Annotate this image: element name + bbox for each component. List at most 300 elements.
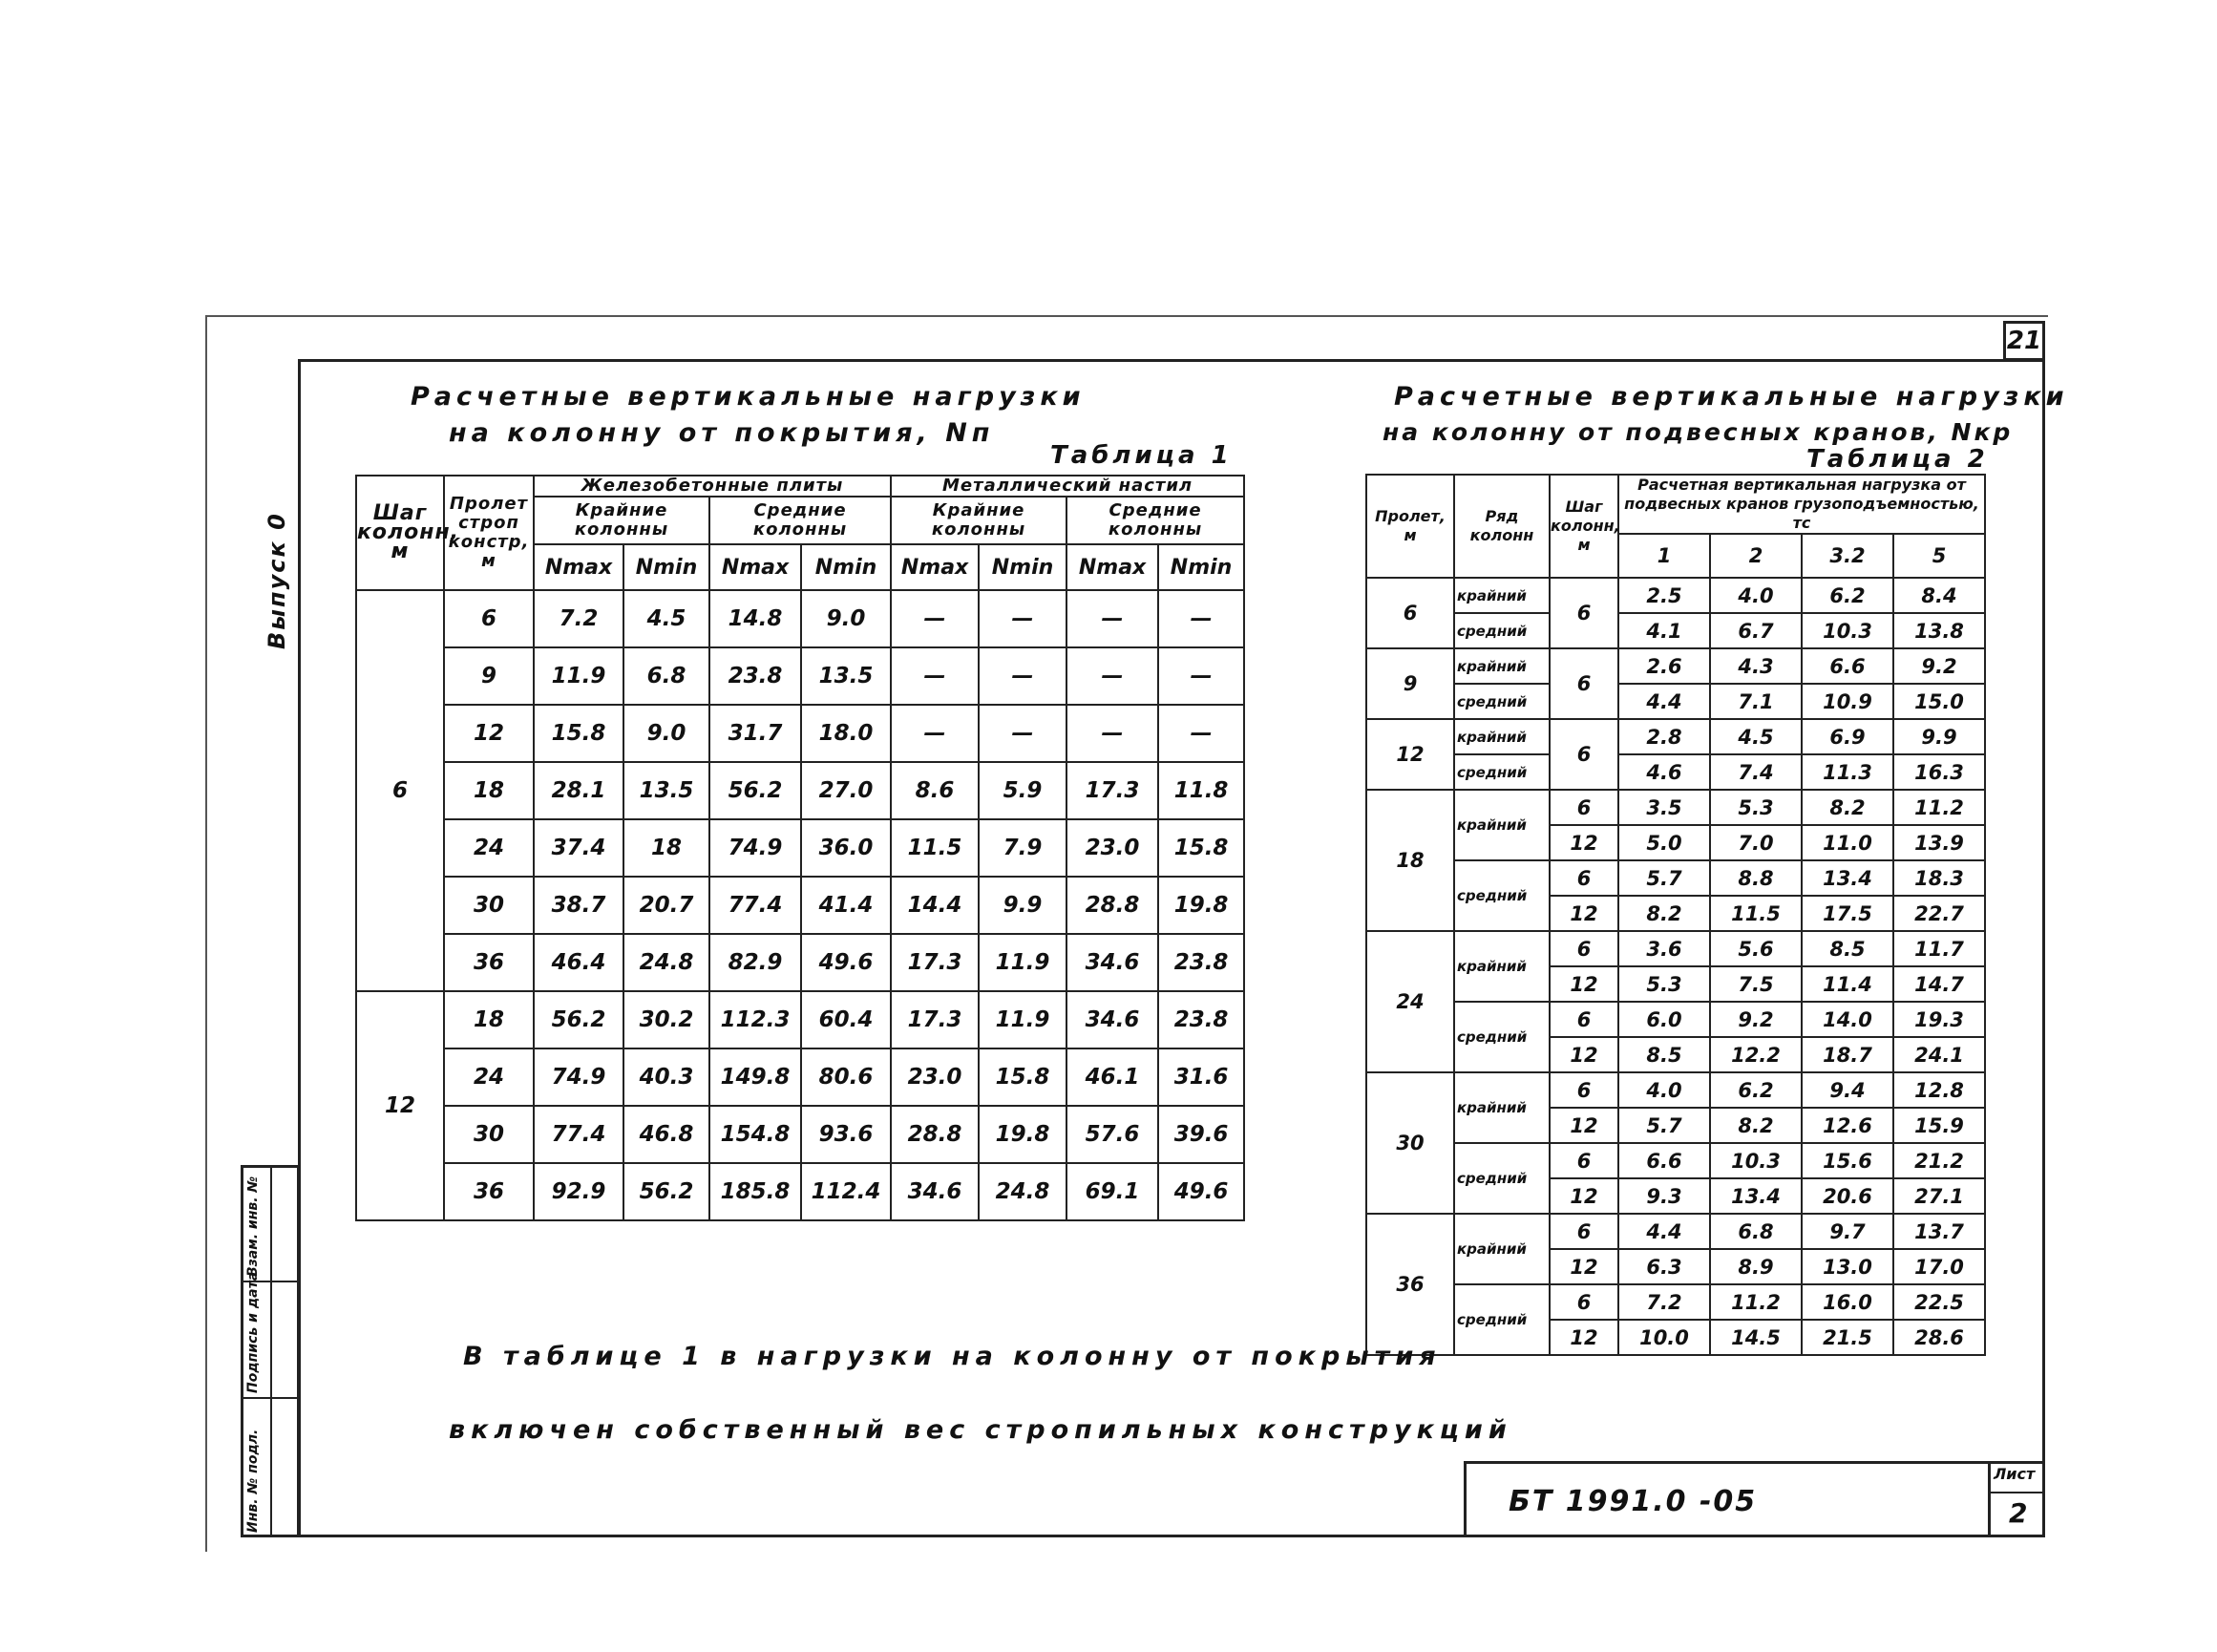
t2-head-step: Шаг колонн, м <box>1550 475 1618 578</box>
t1-value-cell: 11.9 <box>534 647 623 705</box>
t1-head-nmax: Nmax <box>534 544 623 590</box>
t1-value-cell: — <box>979 647 1066 705</box>
t1-value-cell: 38.7 <box>534 877 623 934</box>
t1-value-cell: 17.3 <box>891 934 979 991</box>
t1-value-cell: 34.6 <box>1066 934 1158 991</box>
t2-value-cell: 9.2 <box>1710 1002 1802 1037</box>
outer-border-left <box>205 315 207 1552</box>
t2-value-cell: 21.2 <box>1893 1143 1985 1178</box>
t1-value-cell: 31.6 <box>1158 1048 1244 1106</box>
t2-value-cell: 14.0 <box>1802 1002 1893 1037</box>
table-row <box>1366 648 1985 684</box>
t1-value-cell: 11.8 <box>1158 762 1244 819</box>
t1-value-cell: 77.4 <box>709 877 801 934</box>
t2-value-cell: 8.8 <box>1710 860 1802 896</box>
stamp-inv-label: Инв. № подл. <box>245 1429 261 1533</box>
table-row <box>356 1106 1244 1163</box>
t2-span-cell: 12 <box>1366 719 1454 790</box>
t2-value-cell: 8.2 <box>1710 1108 1802 1143</box>
t1-value-cell: — <box>891 590 979 647</box>
t2-value-cell: 7.0 <box>1710 825 1802 860</box>
t2-value-cell: 9.9 <box>1893 719 1985 754</box>
t2-value-cell: 7.5 <box>1710 966 1802 1002</box>
t2-step-cell: 6 <box>1550 1214 1618 1249</box>
t1-value-cell: 56.2 <box>709 762 801 819</box>
table-row <box>356 1048 1244 1106</box>
t2-value-cell: 13.7 <box>1893 1214 1985 1249</box>
t2-value-cell: 22.7 <box>1893 896 1985 931</box>
t2-span-cell: 6 <box>1366 578 1454 648</box>
t1-head-nmax: Nmax <box>1066 544 1158 590</box>
table-row <box>1366 1143 1985 1178</box>
t2-step-cell: 6 <box>1550 719 1618 790</box>
t2-value-cell: 3.6 <box>1618 931 1710 966</box>
t2-value-cell: 12.8 <box>1893 1072 1985 1108</box>
t1-value-cell: 69.1 <box>1066 1163 1158 1220</box>
t2-value-cell: 5.0 <box>1618 825 1710 860</box>
t1-span-cell: 36 <box>444 934 534 991</box>
t2-value-cell: 2.5 <box>1618 578 1710 613</box>
t1-value-cell: 8.6 <box>891 762 979 819</box>
stamp-replace-label: Взам. инв. № <box>245 1175 261 1277</box>
table1-label: Таблица 1 <box>1050 441 1233 470</box>
t1-head-nmin: Nmin <box>801 544 891 590</box>
t2-value-cell: 9.4 <box>1802 1072 1893 1108</box>
t1-step-cell: 12 <box>356 991 444 1220</box>
t1-value-cell: 11.5 <box>891 819 979 877</box>
table2-title-line2: на колонну от подвесных кранов, Nкр <box>1383 418 2014 446</box>
t2-head-capacity: 1 <box>1618 534 1710 578</box>
t2-value-cell: 2.8 <box>1618 719 1710 754</box>
t1-span-cell: 18 <box>444 762 534 819</box>
t2-value-cell: 14.5 <box>1710 1320 1802 1355</box>
table-row <box>1366 790 1985 825</box>
t2-value-cell: 13.8 <box>1893 613 1985 648</box>
t1-value-cell: 6.8 <box>623 647 709 705</box>
t2-step-cell: 12 <box>1550 966 1618 1002</box>
t2-step-cell: 12 <box>1550 896 1618 931</box>
t2-value-cell: 7.4 <box>1710 754 1802 790</box>
t2-value-cell: 8.5 <box>1618 1037 1710 1072</box>
t1-value-cell: 37.4 <box>534 819 623 877</box>
t2-value-cell: 4.6 <box>1618 754 1710 790</box>
t1-value-cell: 36.0 <box>801 819 891 877</box>
title-block-divider <box>1988 1461 1991 1537</box>
t2-value-cell: 12.6 <box>1802 1108 1893 1143</box>
t2-row-cell: средний <box>1454 1284 1550 1355</box>
t1-span-cell: 30 <box>444 877 534 934</box>
t2-value-cell: 5.3 <box>1618 966 1710 1002</box>
t2-row-cell: крайний <box>1454 931 1550 1002</box>
t1-value-cell: 9.9 <box>979 877 1066 934</box>
t2-value-cell: 24.1 <box>1893 1037 1985 1072</box>
t2-value-cell: 8.9 <box>1710 1249 1802 1284</box>
t2-row-cell: средний <box>1454 754 1550 790</box>
t1-value-cell: 14.4 <box>891 877 979 934</box>
t2-step-cell: 12 <box>1550 1037 1618 1072</box>
t2-step-cell: 12 <box>1550 1249 1618 1284</box>
t2-value-cell: 11.7 <box>1893 931 1985 966</box>
t1-value-cell: 18 <box>623 819 709 877</box>
t2-value-cell: 13.4 <box>1802 860 1893 896</box>
t2-value-cell: 5.6 <box>1710 931 1802 966</box>
t1-value-cell: — <box>1158 705 1244 762</box>
t1-value-cell: 30.2 <box>623 991 709 1048</box>
t2-value-cell: 5.7 <box>1618 1108 1710 1143</box>
table-row <box>356 590 1244 647</box>
table-row <box>1366 684 1985 719</box>
t1-head-span: Пролет строп констр, м <box>444 476 534 590</box>
t2-value-cell: 16.3 <box>1893 754 1985 790</box>
t2-step-cell: 12 <box>1550 1178 1618 1214</box>
table-row <box>1366 719 1985 754</box>
t2-row-cell: средний <box>1454 684 1550 719</box>
table-row <box>356 877 1244 934</box>
t2-step-cell: 12 <box>1550 825 1618 860</box>
t1-value-cell: 154.8 <box>709 1106 801 1163</box>
t2-row-cell: крайний <box>1454 578 1550 613</box>
t1-value-cell: 49.6 <box>801 934 891 991</box>
t1-value-cell: 149.8 <box>709 1048 801 1106</box>
t2-head-span: Пролет, м <box>1366 475 1454 578</box>
t2-value-cell: 6.0 <box>1618 1002 1710 1037</box>
t1-head-nmax: Nmax <box>709 544 801 590</box>
t1-value-cell: 46.8 <box>623 1106 709 1163</box>
t2-value-cell: 11.2 <box>1710 1284 1802 1320</box>
t2-value-cell: 13.4 <box>1710 1178 1802 1214</box>
t1-head-rc: Железобетонные плиты <box>534 476 891 497</box>
t1-value-cell: 60.4 <box>801 991 891 1048</box>
table-row <box>356 705 1244 762</box>
t2-value-cell: 20.6 <box>1802 1178 1893 1214</box>
t1-value-cell: — <box>1066 647 1158 705</box>
t2-step-cell: 6 <box>1550 1143 1618 1178</box>
t1-value-cell: — <box>1158 590 1244 647</box>
t2-value-cell: 6.3 <box>1618 1249 1710 1284</box>
t1-value-cell: 112.3 <box>709 991 801 1048</box>
t1-value-cell: 28.8 <box>891 1106 979 1163</box>
side-stamp <box>241 1165 300 1537</box>
t1-value-cell: 185.8 <box>709 1163 801 1220</box>
t1-value-cell: 24.8 <box>623 934 709 991</box>
side-label: Выпуск 0 <box>264 512 290 649</box>
t1-value-cell: 23.8 <box>1158 991 1244 1048</box>
t2-row-cell: крайний <box>1454 790 1550 860</box>
table-row <box>356 647 1244 705</box>
t2-value-cell: 17.5 <box>1802 896 1893 931</box>
table-row <box>1366 754 1985 790</box>
t2-value-cell: 6.6 <box>1618 1143 1710 1178</box>
t1-value-cell: — <box>1158 647 1244 705</box>
t1-value-cell: 80.6 <box>801 1048 891 1106</box>
t1-value-cell: 56.2 <box>534 991 623 1048</box>
t1-head-nmax: Nmax <box>891 544 979 590</box>
table-row <box>1366 1072 1985 1108</box>
t1-value-cell: 18.0 <box>801 705 891 762</box>
t2-value-cell: 15.9 <box>1893 1108 1985 1143</box>
t2-value-cell: 17.0 <box>1893 1249 1985 1284</box>
sheet-label: Лист <box>1994 1465 2036 1483</box>
t2-value-cell: 4.3 <box>1710 648 1802 684</box>
t2-value-cell: 18.7 <box>1802 1037 1893 1072</box>
t2-value-cell: 4.4 <box>1618 684 1710 719</box>
t1-head-nmin: Nmin <box>623 544 709 590</box>
doc-code: БТ 1991.0 -05 <box>1509 1485 1758 1518</box>
t2-head-capacity: 2 <box>1710 534 1802 578</box>
t1-value-cell: 24.8 <box>979 1163 1066 1220</box>
t2-span-cell: 24 <box>1366 931 1454 1072</box>
table2-label: Таблица 2 <box>1806 445 1989 474</box>
table-row <box>1366 931 1985 966</box>
t2-value-cell: 11.4 <box>1802 966 1893 1002</box>
t1-value-cell: 46.4 <box>534 934 623 991</box>
t1-value-cell: 23.8 <box>1158 934 1244 991</box>
table1-title-line1: Расчетные вертикальные нагрузки <box>411 382 1086 412</box>
t1-value-cell: 9.0 <box>801 590 891 647</box>
t2-step-cell: 6 <box>1550 1284 1618 1320</box>
t1-value-cell: 56.2 <box>623 1163 709 1220</box>
table-row <box>356 934 1244 991</box>
t2-step-cell: 6 <box>1550 1072 1618 1108</box>
t1-value-cell: — <box>891 705 979 762</box>
t1-head-metal: Металлический настил <box>891 476 1244 497</box>
t2-row-cell: крайний <box>1454 648 1550 684</box>
t1-value-cell: 17.3 <box>891 991 979 1048</box>
t2-span-cell: 36 <box>1366 1214 1454 1355</box>
t2-value-cell: 11.5 <box>1710 896 1802 931</box>
t2-value-cell: 6.2 <box>1710 1072 1802 1108</box>
t2-value-cell: 7.1 <box>1710 684 1802 719</box>
t2-value-cell: 2.6 <box>1618 648 1710 684</box>
table-row <box>1366 578 1985 613</box>
t2-head-load: Расчетная вертикальная нагрузка от подвесных кранов грузоподъемностью, тс <box>1618 475 1985 534</box>
t2-value-cell: 8.2 <box>1618 896 1710 931</box>
t1-value-cell: 31.7 <box>709 705 801 762</box>
t2-value-cell: 11.2 <box>1893 790 1985 825</box>
t1-span-cell: 30 <box>444 1106 534 1163</box>
t2-value-cell: 4.5 <box>1710 719 1802 754</box>
t2-value-cell: 6.6 <box>1802 648 1893 684</box>
t1-value-cell: 23.8 <box>709 647 801 705</box>
t2-step-cell: 6 <box>1550 648 1618 719</box>
t1-step-cell: 6 <box>356 590 444 991</box>
t1-value-cell: 13.5 <box>801 647 891 705</box>
t1-value-cell: — <box>891 647 979 705</box>
t1-value-cell: 13.5 <box>623 762 709 819</box>
outer-border-top <box>205 315 2048 317</box>
t1-value-cell: 19.8 <box>979 1106 1066 1163</box>
t2-value-cell: 21.5 <box>1802 1320 1893 1355</box>
t2-value-cell: 13.9 <box>1893 825 1985 860</box>
t2-row-cell: крайний <box>1454 1214 1550 1284</box>
t1-value-cell: — <box>979 705 1066 762</box>
table-row <box>356 991 1244 1048</box>
t1-head-metal-edge: Крайние колонны <box>891 497 1066 544</box>
t2-value-cell: 10.9 <box>1802 684 1893 719</box>
t2-value-cell: 13.0 <box>1802 1249 1893 1284</box>
t1-value-cell: 82.9 <box>709 934 801 991</box>
t2-value-cell: 11.3 <box>1802 754 1893 790</box>
t1-value-cell: 15.8 <box>534 705 623 762</box>
t2-step-cell: 12 <box>1550 1108 1618 1143</box>
t2-value-cell: 10.0 <box>1618 1320 1710 1355</box>
t2-step-cell: 6 <box>1550 790 1618 825</box>
t1-value-cell: 112.4 <box>801 1163 891 1220</box>
t1-value-cell: 11.9 <box>979 934 1066 991</box>
t1-head-rc-edge: Крайние колонны <box>534 497 709 544</box>
t1-value-cell: — <box>1066 705 1158 762</box>
t1-value-cell: 27.0 <box>801 762 891 819</box>
t1-value-cell: 39.6 <box>1158 1106 1244 1163</box>
page-number: 21 <box>2006 327 2042 355</box>
t2-step-cell: 12 <box>1550 1320 1618 1355</box>
t2-value-cell: 3.5 <box>1618 790 1710 825</box>
t2-row-cell: крайний <box>1454 719 1550 754</box>
t1-head-rc-mid: Средние колонны <box>709 497 891 544</box>
t2-step-cell: 6 <box>1550 1002 1618 1037</box>
t1-value-cell: — <box>979 590 1066 647</box>
page-number-box <box>2003 321 2045 361</box>
t1-head-nmin: Nmin <box>979 544 1066 590</box>
table-row <box>1366 860 1985 896</box>
t2-value-cell: 4.0 <box>1618 1072 1710 1108</box>
t1-head-nmin: Nmin <box>1158 544 1244 590</box>
t1-value-cell: 77.4 <box>534 1106 623 1163</box>
t2-value-cell: 8.2 <box>1802 790 1893 825</box>
t1-head-step: Шаг колонн, м <box>356 476 444 590</box>
t1-value-cell: 74.9 <box>534 1048 623 1106</box>
t1-span-cell: 6 <box>444 590 534 647</box>
table2 <box>1365 474 1986 1356</box>
t1-value-cell: 17.3 <box>1066 762 1158 819</box>
t1-value-cell: 40.3 <box>623 1048 709 1106</box>
t2-value-cell: 16.0 <box>1802 1284 1893 1320</box>
t2-value-cell: 8.5 <box>1802 931 1893 966</box>
t2-value-cell: 9.7 <box>1802 1214 1893 1249</box>
t1-value-cell: 15.8 <box>1158 819 1244 877</box>
t2-span-cell: 18 <box>1366 790 1454 931</box>
t1-span-cell: 36 <box>444 1163 534 1220</box>
table-row <box>1366 1214 1985 1249</box>
t1-value-cell: 28.1 <box>534 762 623 819</box>
t2-value-cell: 14.7 <box>1893 966 1985 1002</box>
t1-value-cell: 23.0 <box>1066 819 1158 877</box>
table-row <box>1366 1002 1985 1037</box>
t2-value-cell: 10.3 <box>1802 613 1893 648</box>
t2-row-cell: средний <box>1454 613 1550 648</box>
t2-value-cell: 12.2 <box>1710 1037 1802 1072</box>
sheet-label-divider <box>1988 1492 2045 1493</box>
t2-value-cell: 15.6 <box>1802 1143 1893 1178</box>
t2-value-cell: 11.0 <box>1802 825 1893 860</box>
t2-value-cell: 28.6 <box>1893 1320 1985 1355</box>
t1-value-cell: 5.9 <box>979 762 1066 819</box>
t1-value-cell: 34.6 <box>1066 991 1158 1048</box>
t1-value-cell: 19.8 <box>1158 877 1244 934</box>
table-row <box>356 819 1244 877</box>
note-line2: включен собственный вес стропильных конструкций <box>449 1415 1512 1445</box>
table-row <box>1366 1284 1985 1320</box>
t2-value-cell: 6.7 <box>1710 613 1802 648</box>
t1-value-cell: 23.0 <box>891 1048 979 1106</box>
table1 <box>355 475 1245 1221</box>
t1-value-cell: 11.9 <box>979 991 1066 1048</box>
table-row <box>356 1163 1244 1220</box>
t1-value-cell: 34.6 <box>891 1163 979 1220</box>
t2-value-cell: 22.5 <box>1893 1284 1985 1320</box>
t1-value-cell: 20.7 <box>623 877 709 934</box>
t2-value-cell: 5.3 <box>1710 790 1802 825</box>
t2-value-cell: 4.0 <box>1710 578 1802 613</box>
t2-value-cell: 6.8 <box>1710 1214 1802 1249</box>
t2-head-capacity: 5 <box>1893 534 1985 578</box>
t1-value-cell: 14.8 <box>709 590 801 647</box>
t1-value-cell: 7.9 <box>979 819 1066 877</box>
t1-value-cell: 74.9 <box>709 819 801 877</box>
t1-value-cell: 46.1 <box>1066 1048 1158 1106</box>
t2-span-cell: 30 <box>1366 1072 1454 1214</box>
t2-value-cell: 19.3 <box>1893 1002 1985 1037</box>
note-line1: В таблице 1 в нагрузки на колонну от покрытия <box>463 1342 1442 1371</box>
t2-head-capacity: 3.2 <box>1802 534 1893 578</box>
t2-row-cell: средний <box>1454 1143 1550 1214</box>
t1-value-cell: 93.6 <box>801 1106 891 1163</box>
t1-span-cell: 12 <box>444 705 534 762</box>
t1-span-cell: 24 <box>444 1048 534 1106</box>
t1-value-cell: 41.4 <box>801 877 891 934</box>
t1-span-cell: 9 <box>444 647 534 705</box>
t1-value-cell: 4.5 <box>623 590 709 647</box>
t2-step-cell: 6 <box>1550 931 1618 966</box>
table2-title-line1: Расчетные вертикальные нагрузки <box>1394 382 2069 412</box>
t1-value-cell: — <box>1066 590 1158 647</box>
t2-head-row: Ряд колонн <box>1454 475 1550 578</box>
t1-value-cell: 9.0 <box>623 705 709 762</box>
t2-row-cell: средний <box>1454 860 1550 931</box>
table-row <box>1366 613 1985 648</box>
t2-value-cell: 27.1 <box>1893 1178 1985 1214</box>
t2-value-cell: 5.7 <box>1618 860 1710 896</box>
t2-value-cell: 8.4 <box>1893 578 1985 613</box>
t2-span-cell: 9 <box>1366 648 1454 719</box>
t2-value-cell: 15.0 <box>1893 684 1985 719</box>
t2-value-cell: 9.2 <box>1893 648 1985 684</box>
t1-span-cell: 24 <box>444 819 534 877</box>
t1-head-metal-mid: Средние колонны <box>1066 497 1244 544</box>
stamp-sign-label: Подпись и дата <box>245 1271 261 1393</box>
table-row <box>356 762 1244 819</box>
t2-step-cell: 6 <box>1550 860 1618 896</box>
t2-value-cell: 9.3 <box>1618 1178 1710 1214</box>
t2-value-cell: 4.4 <box>1618 1214 1710 1249</box>
t1-value-cell: 28.8 <box>1066 877 1158 934</box>
t2-value-cell: 7.2 <box>1618 1284 1710 1320</box>
t1-value-cell: 49.6 <box>1158 1163 1244 1220</box>
t2-value-cell: 6.9 <box>1802 719 1893 754</box>
t1-value-cell: 15.8 <box>979 1048 1066 1106</box>
table1-title-line2: на колонну от покрытия, Nп <box>449 418 995 448</box>
t2-row-cell: средний <box>1454 1002 1550 1072</box>
t2-value-cell: 10.3 <box>1710 1143 1802 1178</box>
t1-value-cell: 57.6 <box>1066 1106 1158 1163</box>
t2-value-cell: 18.3 <box>1893 860 1985 896</box>
sheet-number: 2 <box>2009 1497 2028 1529</box>
t1-value-cell: 92.9 <box>534 1163 623 1220</box>
t1-value-cell: 7.2 <box>534 590 623 647</box>
t2-value-cell: 4.1 <box>1618 613 1710 648</box>
t1-span-cell: 18 <box>444 991 534 1048</box>
t2-value-cell: 6.2 <box>1802 578 1893 613</box>
